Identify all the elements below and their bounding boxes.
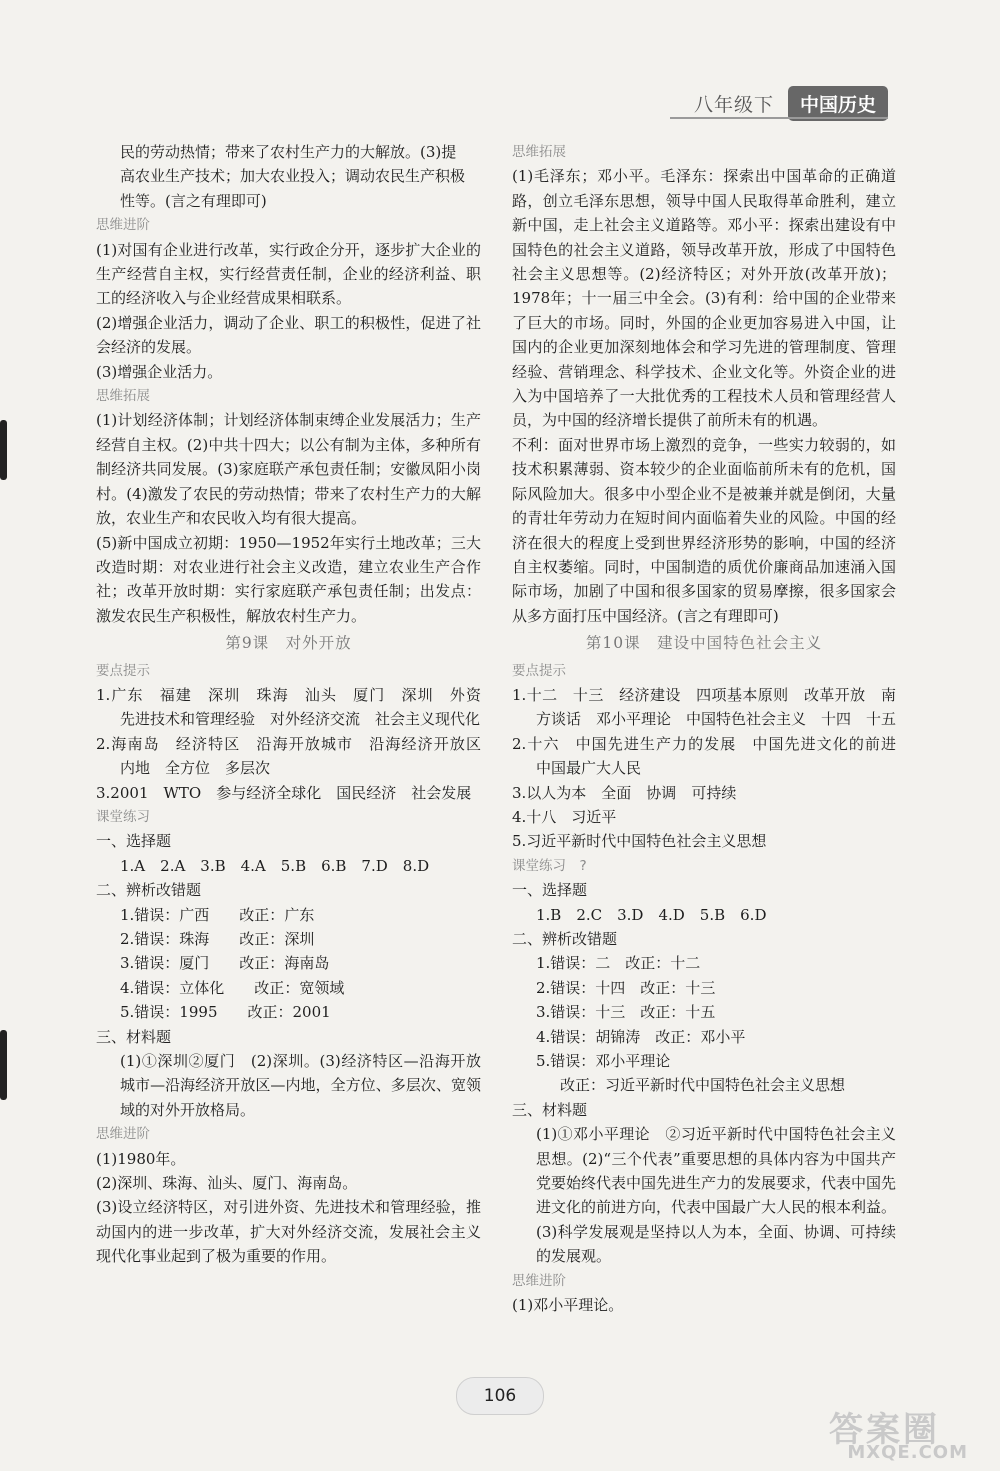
choice-answers: 1.A 2.A 3.B 4.A 5.B 6.B 7.D 8.D <box>120 856 430 875</box>
question-type: 三、材料题 <box>512 1100 588 1119</box>
text-line: 民的劳动热情；带来了农村生产力的大解放。(3)提 <box>120 143 457 161</box>
section-heading: 思维进阶 <box>96 1126 150 1143</box>
key-point: 1.十二 十三 经济建设 四项基本原则 改革开放 南方谈话 邓小平理论 中国特色社会主义 十四 十五 <box>512 685 897 729</box>
key-point: 2.十六 中国先进生产力的发展 中国先进文化的前进 中国最广大人民 <box>512 734 912 778</box>
correction-item: 1.错误：广西 改正：广东 <box>120 905 315 924</box>
answer-text: (3)设立经济特区，对引进外资、先进技术和管理经验，推动国内的进一步改革，扩大对外经济交流，发展社会主义现代化事业起到了极为重要的作用。 <box>96 1198 481 1266</box>
correction-item: 3.错误：厦门 改正：海南岛 <box>120 954 330 973</box>
choice-answers: 1.B 2.C 3.D 4.D 5.B 6.D <box>536 905 767 924</box>
correction-item: 4.错误：胡锦涛 改正：邓小平 <box>536 1027 746 1046</box>
answer-text: (2)深圳、珠海、汕头、厦门、海南岛。 <box>96 1174 358 1193</box>
answer-text: (1)计划经济体制；计划经济体制束缚企业发展活力；生产经营自主权。(2)中共十四大；以公有制为主体，多种所有制经济共同发展。(3)家庭联产承包责任制；安徽凤阳小岗村。(4)激发了农民的劳动热情；带来了农村生产力的大解放，农业生产和农民收入均有很大提高。 <box>96 411 481 528</box>
page-number-badge <box>456 1377 542 1417</box>
lesson-title: 第10课 建设中国特色社会主义 <box>585 634 823 653</box>
right-column <box>512 140 912 1318</box>
key-point: 3.2001 WTO 参与经济全球化 国民经济 社会发展 <box>96 783 472 802</box>
key-point: 1.广东 福建 深圳 珠海 汕头 厦门 深圳 外资 先进技术和管理经验 对外经济交流 社会主义现代化 <box>96 685 497 729</box>
correction-item: 4.错误：立体化 改正：宽领域 <box>120 978 345 997</box>
material-answer: (1)①邓小平理论 ②习近平新时代中国特色社会主义思想。(2)“三个代表”重要思想的具体内容为中国共产党要始终代表中国先进生产力的发展要求，代表中国先进文化的前进方向，代表中国最广大人民的根本利益。(3)科学发展观是坚持以人为本，全面、协调、可持续的发展观。 <box>536 1125 897 1266</box>
section-heading: 思维拓展 <box>512 144 566 160</box>
scan-mark <box>0 420 7 480</box>
section-heading: 要点提示 <box>512 662 566 679</box>
subject-badge: 中国历史 <box>788 86 888 121</box>
scan-mark <box>0 1030 7 1100</box>
correction-item: 2.错误：珠海 改正：深圳 <box>120 930 315 948</box>
answer-text: (1)1980年。 <box>96 1149 186 1168</box>
section-heading: 要点提示 <box>96 662 150 679</box>
lesson-title: 第9课 对外开放 <box>225 634 352 653</box>
answer-text: (5)新中国成立初期：1950—1952年实行土地改革；三大改造时期：对农业进行社会主义改造，建立农业生产合作社；改革开放时期：实行家庭联产承包责任制；出发点：激发农民生产积极性，解放农村生产力。 <box>96 533 481 625</box>
key-point: 4.十八 习近平 <box>512 807 617 826</box>
answer-text: 不利：面对世界市场上激烈的竞争，一些实力较弱的，如技术积累薄弱、资本较少的企业面临前所未有的危机，国际风险加大。很多中小型企业不是被兼并就是倒闭，大量的青壮年劳动力在短时间内面临着失业的风险。中国的经济在很大的程度上受到世界经济形势的影响，中国的经济自主权萎缩。同时，中国制造的质优价廉商品加速涌入国际市场，加剧了中国和很多国家的贸易摩擦，很多国家会从多方面打压中国经济。(言之有理即可) <box>512 435 896 625</box>
answer-text: (3)增强企业活力。 <box>96 362 223 381</box>
correction-item: 5.错误：1995 改正：2001 <box>120 1003 331 1022</box>
answer-text: (1)对国有企业进行改革，实行政企分开，逐步扩大企业的生产经营自主权，实行经营责任制，企业的经济利益、职工的经济收入与企业经营成果相联系。 <box>96 240 481 308</box>
text-line: 高农业生产技术；加大农业投入；调动农民生产积极 <box>120 167 466 186</box>
answer-text: (1)邓小平理论。 <box>512 1296 624 1315</box>
page-header <box>694 86 888 121</box>
watermark-url: MXQE.COM <box>847 1442 968 1463</box>
material-answer: (1)①深圳②厦门 (2)深圳。(3)经济特区—沿海开放城市—沿海经济开放区—内地，全方位、多层次、宽领域的对外开放格局。 <box>120 1052 481 1119</box>
section-heading: 思维拓展 <box>96 388 150 405</box>
header-rule <box>670 117 888 119</box>
key-point: 3.以人为本 全面 协调 可持续 <box>512 783 737 802</box>
question-type: 二、辨析改错题 <box>96 881 202 900</box>
answer-text: (2)增强企业活力，调动了企业、职工的积极性，促进了社会经济的发展。 <box>96 313 481 357</box>
correction-item: 3.错误：十三 改正：十五 <box>536 1003 716 1022</box>
key-point: 5.习近平新时代中国特色社会主义思想 <box>512 832 767 851</box>
page-number: 106 <box>456 1377 544 1415</box>
watermark-text: 答案圈 <box>829 1410 940 1450</box>
watermark-logo <box>818 1402 968 1463</box>
section-heading: 课堂练习 ? <box>512 857 587 874</box>
question-type: 三、材料题 <box>96 1027 172 1046</box>
question-type: 一、选择题 <box>512 881 588 900</box>
section-heading: 思维进阶 <box>96 217 150 234</box>
question-type: 二、辨析改错题 <box>512 930 618 948</box>
answer-text: (1)毛泽东；邓小平。毛泽东：探索出中国革命的正确道路，创立毛泽东思想，领导中国人民取得革命胜利，建立新中国，走上社会主义道路等。邓小平：探索出建设有中国特色的社会主义道路，领导改革开放，形成了中国特色社会主义思想等。(2)经济特区；对外开放(改革开放)；1978年；十一届三中全会。(3)有利：给中国的企业带来了巨大的市场。同时，外国的企业更加容易进入中国，让国内的企业更加深刻地体会和学习先进的管理制度、管理经验、营销理念、科学技术、企业文化等。外资企业的进入为中国培养了一大批优秀的工程技术人员和管理经营人员，为中国的经济增长提供了前所未有的机遇。 <box>512 167 896 430</box>
section-heading: 思维进阶 <box>512 1272 566 1289</box>
left-column <box>96 140 497 1269</box>
correction-item: 改正：习近平新时代中国特色社会主义思想 <box>560 1076 846 1095</box>
section-heading: 课堂练习 <box>96 808 150 825</box>
text-line: 性等。(言之有理即可) <box>120 191 267 210</box>
correction-item: 1.错误：二 改正：十二 <box>536 954 701 973</box>
correction-item: 2.错误：十四 改正：十三 <box>536 978 716 997</box>
grade-label: 八年级下 <box>693 94 774 116</box>
question-type: 一、选择题 <box>96 832 172 851</box>
correction-item: 5.错误：邓小平理论 <box>536 1052 671 1071</box>
key-point: 2.海南岛 经济特区 沿海开放城市 沿海经济开放区 内地 全方位 多层次 <box>96 734 497 778</box>
